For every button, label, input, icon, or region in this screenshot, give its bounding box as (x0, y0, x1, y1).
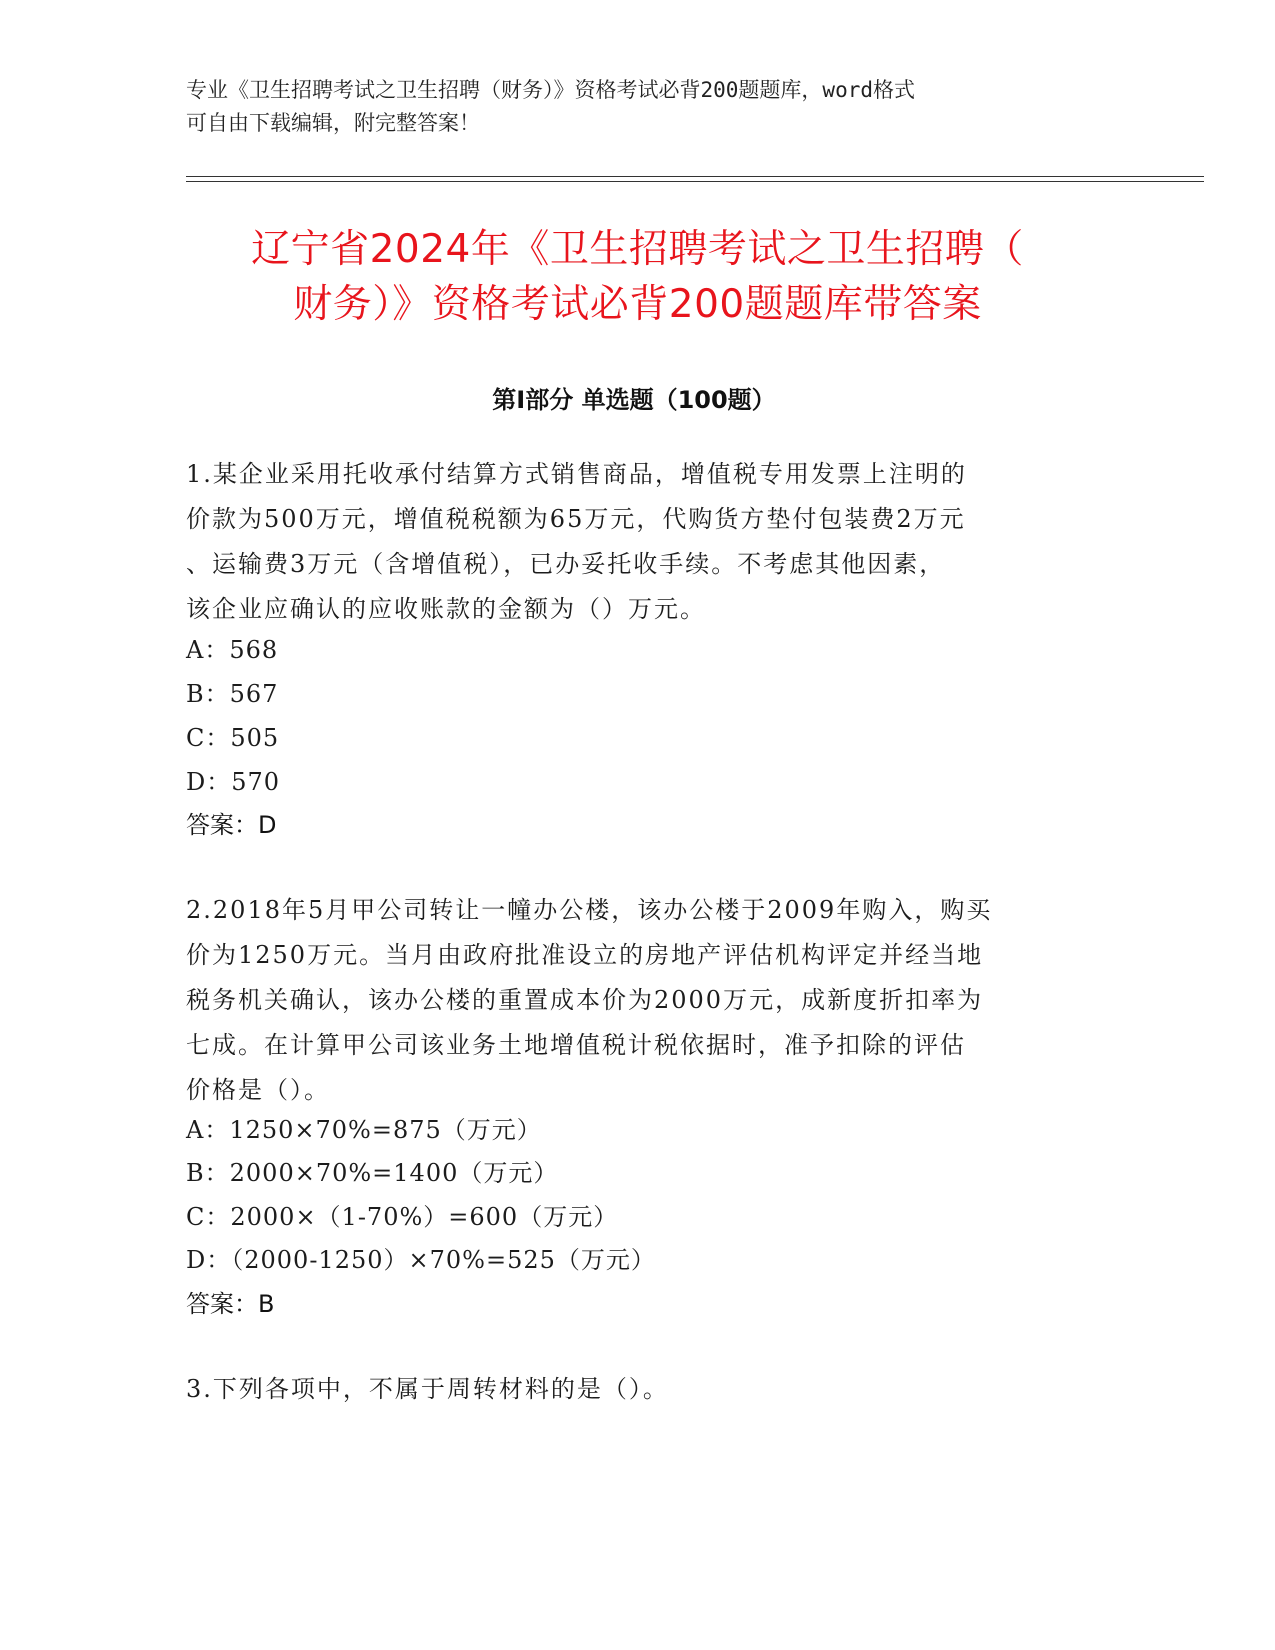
question-stem-line: 价款为500万元，增值税税额为65万元，代购货方垫付包装费2万元 (186, 505, 966, 533)
option-a: A：1250×70%=875（万元） (186, 1116, 542, 1144)
question-stem-line: 2.2018年5月甲公司转让一幢办公楼，该办公楼于2009年购入，购买 (186, 896, 993, 924)
question-stem (186, 452, 1066, 632)
option-b: B：567 (186, 680, 279, 708)
answer-label: 答案：B (186, 1290, 275, 1318)
question-stem-line: 3.下列各项中，不属于周转材料的是（）。 (186, 1375, 669, 1403)
header-note-line: 可自由下载编辑，附完整答案！ (186, 111, 480, 135)
question-stem-line: 七成。在计算甲公司该业务土地增值税计税依据时，准予扣除的评估 (186, 1031, 966, 1059)
option-c: C：2000×（1-70%）=600（万元） (186, 1203, 619, 1231)
question-stem-line: 1.某企业采用托收承付结算方式销售商品，增值税专用发票上注明的 (186, 460, 967, 488)
option-c: C：505 (186, 724, 280, 752)
option-a: A：568 (186, 636, 279, 664)
answer-label: 答案：D (186, 811, 277, 839)
header-divider (186, 181, 1204, 182)
document-title-line: 辽宁省2024年《卫生招聘考试之卫生招聘（ (251, 227, 1024, 272)
header-divider (186, 176, 1204, 177)
question-stem-line: 、运输费3万元（含增值税），已办妥托收手续。不考虑其他因素， (186, 550, 946, 578)
question-stem (186, 1367, 1066, 1412)
question-stem-line: 该企业应确认的应收账款的金额为（）万元。 (186, 595, 706, 623)
document-title-line: 财务）》资格考试必背200题题库带答案 (293, 282, 982, 327)
option-d: D：570 (186, 768, 281, 796)
question-stem-line: 价为1250万元。当月由政府批准设立的房地产评估机构评定并经当地 (186, 941, 984, 969)
header-note-line: 专业《卫生招聘考试之卫生招聘（财务）》资格考试必背200题题库，word格式 (186, 78, 915, 102)
question-stem-line: 价格是（）。 (186, 1076, 330, 1104)
header-note (186, 74, 1066, 140)
section-title: 第Ⅰ部分 单选题（100题） (492, 386, 776, 414)
question-stem-line: 税务机关确认，该办公楼的重置成本价为2000万元，成新度折扣率为 (186, 986, 984, 1014)
option-d: D：（2000-1250）×70%=525（万元） (186, 1246, 656, 1274)
document-title (150, 222, 1125, 332)
option-b: B：2000×70%=1400（万元） (186, 1159, 559, 1187)
question-stem (186, 888, 1066, 1113)
